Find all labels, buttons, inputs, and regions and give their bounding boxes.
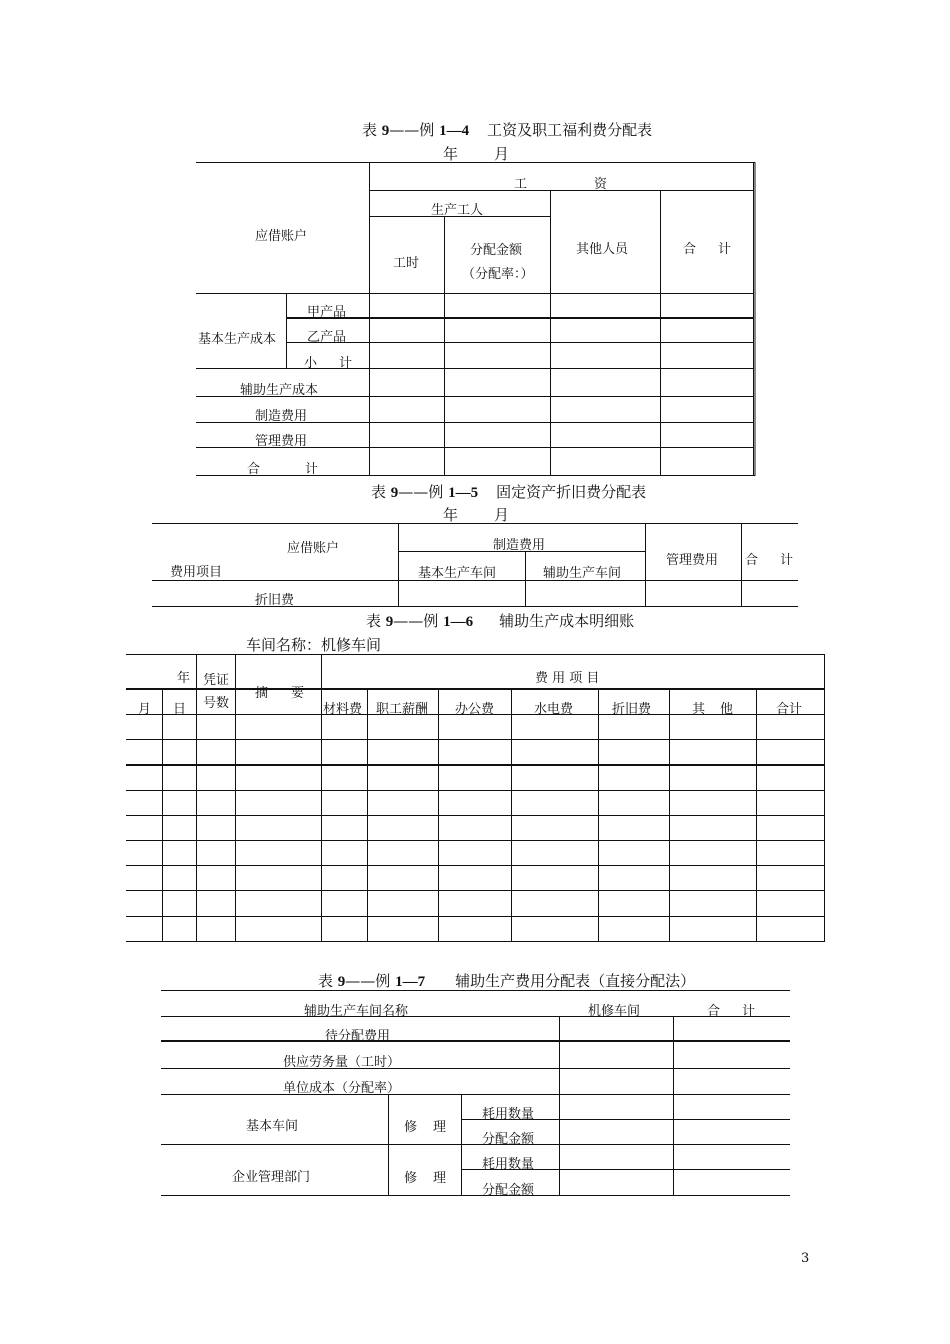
table3-header-voucher-2: 号数 [203,696,230,711]
table1-row-product-a: 甲产品 [307,305,347,320]
table3-header-month: 月 [138,702,152,717]
table3-header-depreciation: 折旧费 [612,702,652,717]
table3-header-other-1: 其 [692,702,706,717]
table2-header-total-2: 计 [780,553,794,568]
table1-row-auxiliary: 辅助生产成本 [240,383,319,398]
table4-row-unit-cost: 单位成本（分配率） [283,1081,401,1096]
table2-header-manufacturing: 制造费用 [493,538,546,553]
table4-repair-2a: 理 [433,1120,447,1135]
table2-header-aux-workshop: 辅助生产车间 [543,566,622,581]
table1-header-others: 其他人员 [576,242,629,257]
table3-header-salary: 职工薪酬 [376,702,429,717]
table1-header-wage-1: 工 [514,177,528,192]
table2-header-basic-workshop: 基本生产车间 [418,566,497,581]
table3-header-voucher-1: 凭证 [203,673,230,688]
table1-period-month: 月 [494,145,510,163]
table1-row-total-2: 计 [305,462,319,477]
table1-row-manufacturing: 制造费用 [255,409,308,424]
table3-header-day: 日 [173,702,187,717]
table1-header-total-1: 合 [683,242,697,257]
table1-row-total-1: 合 [247,462,261,477]
table3-header-other-2: 他 [720,702,734,717]
table4-allocated-amount-b: 分配金额 [482,1183,535,1198]
table2-row-depreciation: 折旧费 [255,593,295,608]
table3-title: 表 9——例 1—6 辅助生产成本明细账 [366,612,635,630]
table2-period-month: 月 [494,506,510,524]
table1-header-rate: （分配率：） [462,267,534,282]
table3-header-year: 年 [177,671,191,686]
table4-qty-used-a: 耗用数量 [482,1107,535,1122]
table4-row-to-allocate: 待分配费用 [325,1029,391,1044]
table4-row-service-qty: 供应劳务量（工时） [283,1055,401,1070]
table1-row-management: 管理费用 [255,434,308,449]
table2-header-management: 管理费用 [666,553,719,568]
table3-header-summary-1: 摘 [255,686,269,701]
table4-title: 表 9——例 1—7 辅助生产费用分配表（直接分配法） [318,972,696,990]
table3-workshop-label: 车间名称：机修车间 [246,636,382,654]
table3-header-summary-2: 要 [291,686,305,701]
table1-row-subtotal-1: 小 [304,356,318,371]
table3-header-utilities: 水电费 [534,702,574,717]
table2-header-total-1: 合 [745,553,759,568]
table1-row-product-b: 乙产品 [307,330,347,345]
table3-header-materials: 材料费 [323,702,363,717]
table1-row-basic: 基本生产成本 [198,332,277,347]
table4-header-aux-name: 辅助生产车间名称 [304,1004,409,1019]
table4-repair-1b: 修 [404,1171,418,1186]
table2-header-item: 费用项目 [170,565,223,580]
table1-period-year: 年 [443,145,459,163]
table1-header-amount: 分配金额 [470,243,523,258]
table4-header-total-2: 计 [742,1004,756,1019]
table4-repair-1a: 修 [404,1120,418,1135]
table4-row-basic-workshop: 基本车间 [246,1119,299,1134]
table3-header-total: 合计 [776,702,803,717]
table1-row-subtotal-2: 计 [339,356,353,371]
table4-header-repair-workshop: 机修车间 [588,1004,641,1019]
table1-header-production-workers: 生产工人 [431,203,484,218]
table3-header-cost-items: 费 用 项 目 [535,671,600,686]
table4-qty-used-b: 耗用数量 [482,1157,535,1172]
table1-header-account: 应借账户 [255,229,308,244]
table2-header-account: 应借账户 [287,541,340,556]
table1-header-total-2: 计 [718,242,732,257]
table2-title: 表 9——例 1—5 固定资产折旧费分配表 [371,483,647,501]
table4-repair-2b: 理 [433,1171,447,1186]
table3-header-office: 办公费 [455,702,495,717]
table1-title: 表 9——例 1—4 工资及职工福利费分配表 [362,121,653,139]
table4-allocated-amount-a: 分配金额 [482,1132,535,1147]
table1-header-wage-2: 资 [594,177,608,192]
table4-row-management-dept: 企业管理部门 [232,1170,311,1185]
page-number: 3 [801,1251,810,1266]
table4-header-total-1: 合 [707,1004,721,1019]
table2-period-year: 年 [443,506,459,524]
table1-header-hours: 工时 [393,256,420,271]
